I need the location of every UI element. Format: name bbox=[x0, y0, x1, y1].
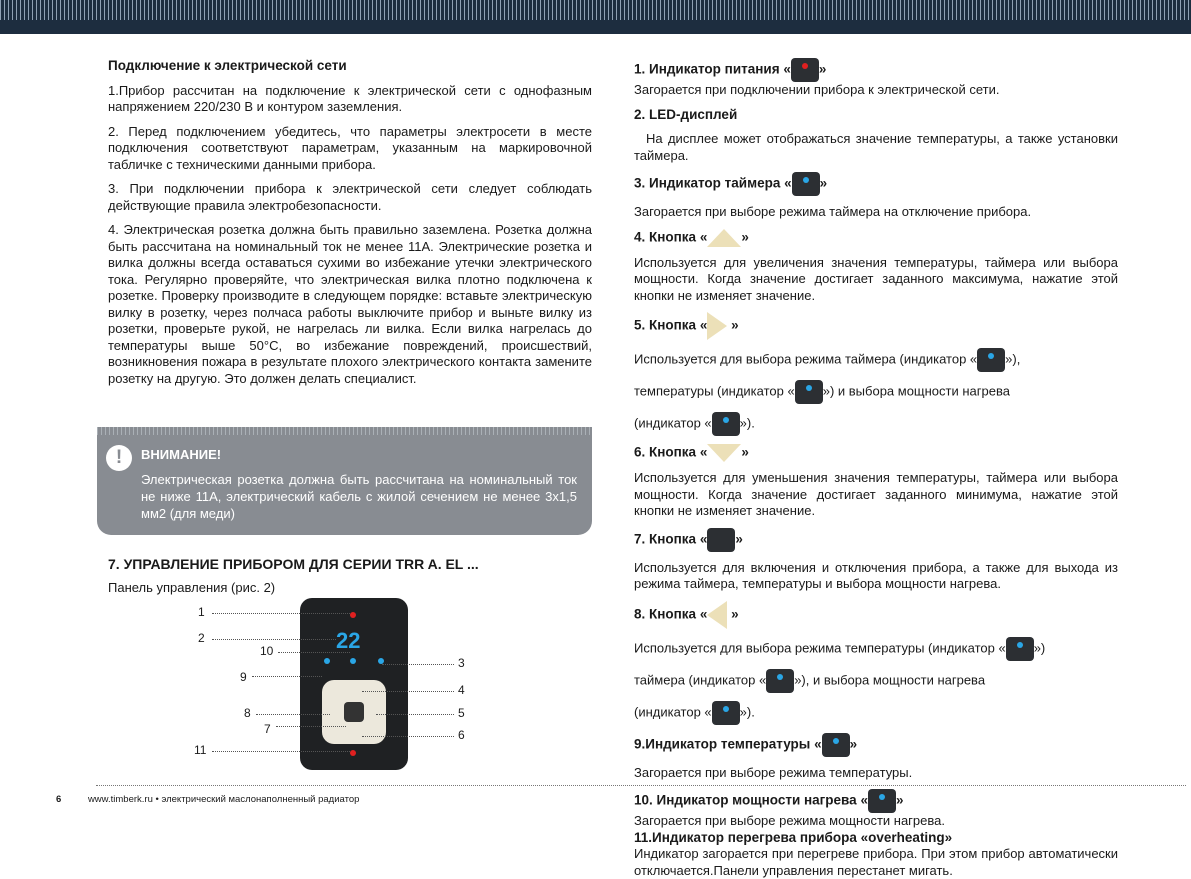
paragraph-2: 2. Перед подключением убедитесь, что параметры электросети в месте подключения соответствуют параметрам, указанным на маркировочной табличке с техническими данными прибора. bbox=[108, 123, 592, 172]
item-11-text: Индикатор загорается при перегреве прибора. При этом прибор автоматически отключается.Панели управления перестанет мигать. bbox=[634, 846, 1118, 878]
overheating-indicator-led bbox=[350, 750, 356, 756]
item-8-line-2: таймера (индикатор « »), и выбора мощности нагрева bbox=[634, 669, 1118, 693]
label-2: 2 bbox=[198, 631, 205, 645]
power-button-icon bbox=[707, 528, 735, 552]
power-level-indicator-led bbox=[350, 658, 356, 664]
item-5-line-2: температуры (индикатор « ») и выбора мощности нагрева bbox=[634, 380, 1118, 404]
page-number: 6 bbox=[56, 794, 62, 805]
item-4-title: 4. Кнопка « » bbox=[634, 229, 1118, 247]
power-level-indicator-icon bbox=[712, 701, 740, 725]
power-button-icon bbox=[344, 702, 364, 722]
footer-text: www.timberk.ru • электрический маслонаполненный радиатор bbox=[87, 794, 360, 805]
temperature-indicator-icon bbox=[822, 733, 850, 757]
paragraph-4: 4. Электрическая розетка должна быть правильно заземлена. Розетка должна быть рассчитана на номинальный ток не менее 11А. Электрические розетка и вилка должны всегда оставаться сухими во избежание утечки электрического тока. Регулярно проверяйте, что электрическая вилка плотно подключена к розетке. Проверку производите в следующем порядке: вставьте электрическую вилку в розетку, через полчаса работы выключите прибор и выньте вилку из розетки, проверьте рукой, не нагрелась ли вилка. Если вилка нагрелась до температуры выше 50°С, во избежание повреждений, происшествий, возникновения пожара в результате плохого электрического контакта замените розетку на другую. Это должен делать специалист. bbox=[108, 222, 592, 386]
leader-8 bbox=[256, 714, 330, 715]
top-bar-stripes bbox=[0, 0, 1191, 20]
timer-indicator-icon bbox=[977, 348, 1005, 372]
label-10: 10 bbox=[260, 644, 274, 658]
section-7-title: 7. УПРАВЛЕНИЕ ПРИБОРОМ ДЛЯ СЕРИИ TRR A. EL ... bbox=[108, 556, 479, 572]
section-heading: Подключение к электрической сети bbox=[108, 58, 347, 73]
arrow-right-icon bbox=[707, 312, 727, 340]
leader-6 bbox=[362, 736, 454, 737]
item-6-text: Используется для уменьшения значения температуры, таймера или выбора мощности. Когда значение достигает заданного минимума, нажатие этой кнопки не изменяет значение. bbox=[634, 470, 1118, 518]
right-column bbox=[634, 58, 1118, 879]
power-level-indicator-icon bbox=[868, 789, 896, 813]
arrow-down-icon bbox=[707, 444, 741, 462]
label-6: 6 bbox=[458, 728, 465, 742]
item-9-title: 9.Индикатор температуры « » bbox=[634, 733, 1118, 757]
leader-9 bbox=[252, 676, 322, 677]
item-3-title: 3. Индикатор таймера « » bbox=[634, 172, 1118, 196]
footer-divider bbox=[96, 785, 1186, 786]
item-7-title: 7. Кнопка « » bbox=[634, 528, 1118, 552]
item-5-title: 5. Кнопка « » bbox=[634, 312, 1118, 340]
temperature-indicator-icon bbox=[1006, 637, 1034, 661]
paragraph-3: 3. При подключении прибора к электрической сети следует соблюдать действующие правила электробезопасности. bbox=[108, 181, 592, 213]
item-7-text: Используется для включения и отключения прибора, а также для выхода из режима таймера, температуры и выбора мощности нагрева. bbox=[634, 559, 1118, 591]
leader-11 bbox=[212, 751, 350, 752]
leader-5 bbox=[376, 714, 454, 715]
label-3: 3 bbox=[458, 656, 465, 670]
label-4: 4 bbox=[458, 683, 465, 697]
timer-indicator-icon bbox=[792, 172, 820, 196]
timer-indicator-icon bbox=[766, 669, 794, 693]
top-bar bbox=[0, 0, 1191, 34]
label-8: 8 bbox=[244, 706, 251, 720]
label-11: 11 bbox=[194, 743, 207, 757]
label-1: 1 bbox=[198, 605, 205, 619]
item-8-line-1: Используется для выбора режима температуры (индикатор « ») bbox=[634, 637, 1118, 661]
power-indicator-led bbox=[350, 612, 356, 618]
figure-caption: Панель управления (рис. 2) bbox=[108, 580, 276, 595]
left-column bbox=[108, 58, 592, 387]
leader-10 bbox=[278, 652, 350, 653]
leader-2 bbox=[212, 639, 336, 640]
exclamation-icon: ! bbox=[106, 445, 132, 471]
label-5: 5 bbox=[458, 706, 465, 720]
leader-7 bbox=[276, 726, 346, 727]
power-indicator-icon bbox=[791, 58, 819, 82]
paragraph-1: 1.Прибор рассчитан на подключение к электрической сети с однофазным напряжением 220/230 В и контуром заземления. bbox=[108, 82, 592, 114]
leader-3 bbox=[382, 664, 454, 665]
item-5-line-3: (индикатор « »). bbox=[634, 412, 1118, 436]
footer bbox=[56, 794, 359, 805]
arrow-up-icon bbox=[707, 229, 741, 247]
warning-strip bbox=[97, 427, 592, 435]
label-9: 9 bbox=[240, 670, 247, 684]
warning-box bbox=[97, 427, 592, 535]
control-panel-figure bbox=[300, 598, 408, 770]
item-10-title: 10. Индикатор мощности нагрева « » bbox=[634, 789, 1118, 813]
arrow-left-icon bbox=[707, 601, 727, 629]
led-display: 22 bbox=[336, 628, 361, 653]
item-8-line-3: (индикатор « »). bbox=[634, 701, 1118, 725]
temperature-indicator-icon bbox=[795, 380, 823, 404]
item-5-line-1: Используется для выбора режима таймера (индикатор « »), bbox=[634, 348, 1118, 372]
leader-4 bbox=[362, 691, 454, 692]
item-1-text: Загорается при подключении прибора к электрической сети. bbox=[634, 82, 1000, 97]
item-6-title: 6. Кнопка « » bbox=[634, 444, 1118, 462]
item-9-text: Загорается при выборе режима температуры. bbox=[634, 764, 913, 780]
power-level-indicator-icon bbox=[712, 412, 740, 436]
item-2-text: На дисплее может отображаться значение температуры, а также установки таймера. bbox=[634, 131, 1118, 163]
label-7: 7 bbox=[264, 722, 271, 736]
warning-title: ВНИМАНИЕ! bbox=[141, 447, 222, 462]
item-4-text: Используется для увеличения значения температуры, таймера или выбора мощности. Когда значение достигает заданного максимума, нажатие этой кнопки не изменяет значение. bbox=[634, 254, 1118, 303]
leader-1 bbox=[212, 613, 350, 614]
warning-text: Электрическая розетка должна быть рассчитана на номинальный ток не ниже 11А, электрический кабель с жилой сечением не менее 3х1,5 мм2 (для меди) bbox=[141, 472, 577, 521]
item-8-title: 8. Кнопка « » bbox=[634, 601, 1118, 629]
item-3-text: Загорается при выборе режима таймера на отключение прибора. bbox=[634, 204, 1032, 219]
item-2-title: 2. LED-дисплей bbox=[634, 106, 738, 122]
temperature-indicator-led bbox=[324, 658, 330, 664]
item-1-title: 1. Индикатор питания « » bbox=[634, 58, 1118, 82]
item-10-text: Загорается при выборе режима мощности нагрева. bbox=[634, 813, 945, 828]
item-11-title: 11.Индикатор перегрева прибора «overheating» bbox=[634, 829, 953, 845]
